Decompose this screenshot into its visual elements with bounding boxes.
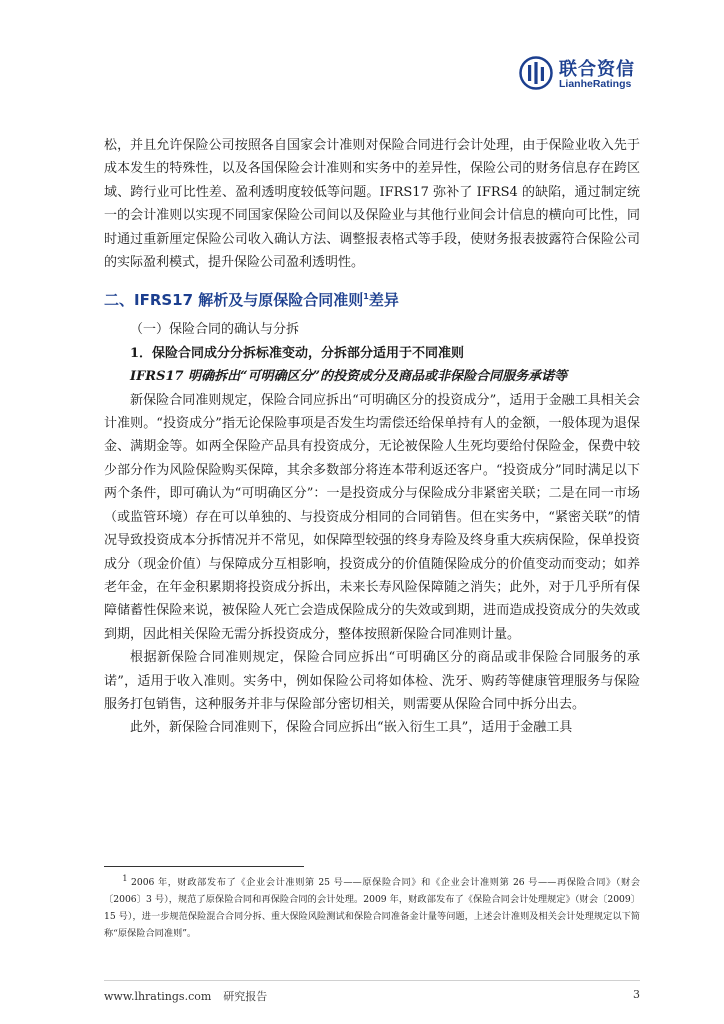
- footnote: [104, 874, 640, 942]
- logo-chinese-text: 联合资信: [559, 59, 635, 80]
- subsection-heading: （一）保险合同的确认与分拆: [130, 322, 300, 338]
- section-title: 二、IFRS17 解析及与原保险合同准则: [104, 291, 364, 310]
- item-subheading: IFRS17 明确拆出“可明确区分”的投资成分及商品或非保险合同服务承诺等: [130, 369, 568, 385]
- footer-label: 研究报告: [223, 990, 268, 1003]
- footer-divider: [104, 980, 640, 981]
- paragraph: 此外，新保险合同准则下，保险合同应拆出“嵌入衍生工具”，适用于金融工具: [130, 720, 573, 736]
- footnote-divider: [104, 866, 304, 867]
- footnote-text: 2006 年，财政部发布了《企业会计准则第 25 号——原保险合同》和《企业会计准则第 26 号——再保险合同》（财会〔2006〕3 号），规范了原保险合同和再保险合同的会计处理。2009 年，财政部发布了《保险合同会计处理规定》（财会〔2009〕15 号），进一步规范保险混合合同分拆、重大保险风险测试和保险合同准备金计量等问题，上述会计准则及相关会计处理规定以下简称“原保险合同准则”。: [104, 877, 640, 939]
- footnote-ref[interactable]: 1: [363, 292, 369, 302]
- logo-english-text: LianheRatings: [559, 78, 632, 90]
- page-number: 3: [633, 988, 640, 1001]
- footer-url-link[interactable]: www.lhratings.com: [104, 990, 212, 1003]
- lianhe-ratings-logo: [519, 54, 679, 94]
- paragraph: 松，并且允许保险公司按照各自国家会计准则对保险合同进行会计处理，由于保险业收入先于成本发生的特殊性，以及各国保险会计准则和实务中的差异性，保险公司的财务信息存在跨区域、跨行业可比性差、盈利透明度较低等问题。IFRS17 弥补了 IFRS4 的缺陷，通过制定统一的会计准则以实现不同国家保险公司间以及保险业与其他行业间会计信息的横向可比性，同时通过重新厘定保险公司收入确认方法、调整报表格式等手段，使财务报表披露符合保险公司的实际盈利模式，提升保险公司盈利透明性。: [104, 138, 640, 271]
- paragraph: 新保险合同准则规定，保险合同应拆出“可明确区分的投资成分”，适用于金融工具相关会计准则。“投资成分”指无论保险事项是否发生均需偿还给保单持有人的金额，一般体现为退保金、满期金等。如两全保险产品具有投资成分，无论被保险人生死均要给付保险金，保费中较少部分作为风险保险购买保障，其余多数部分将连本带利返还客户。“投资成分”同时满足以下两个条件，即可确认为“可明确区分”：一是投资成分与保险成分非紧密关联；二是在同一市场（或监管环境）存在可以单独的、与投资成分相同的合同销售。但在实务中，“紧密关联”的情况导致投资成本分拆情况并不常见，如保障型较强的终身寿险及终身重大疾病保险，保单投资成分（现金价值）与保障成分互相影响，投资成分的价值随保险成分的价值变动而变动；如养老年金，在年金积累期将投资成分拆出，未来长寿风险保障随之消失；此外，对于几乎所有保障储蓄性保险来说，被保险人死亡会造成保险成分的失效或到期，进而造成投资成分的失效或到期，因此相关保险无需分拆投资成分，整体按照新保险合同准则计量。: [104, 392, 640, 642]
- item-heading: 1．保险合同成分分拆标准变动，分拆部分适用于不同准则: [130, 345, 465, 361]
- document-body: [104, 134, 640, 740]
- section-heading: [104, 287, 640, 313]
- footer-left: [104, 988, 267, 1004]
- lianhe-logo-icon: [519, 56, 553, 90]
- section-title-tail: 差异: [368, 291, 399, 310]
- paragraph: 根据新保险合同准则规定，保险合同应拆出“可明确区分的商品或非保险合同服务的承诺”，适用于收入准则。实务中，例如保险公司将如体检、洗牙、购药等健康管理服务与保险服务打包销售，这种服务并非与保险部分密切相关，则需要从保险合同中拆分出去。: [104, 650, 640, 712]
- footnote-marker: 1: [122, 873, 128, 883]
